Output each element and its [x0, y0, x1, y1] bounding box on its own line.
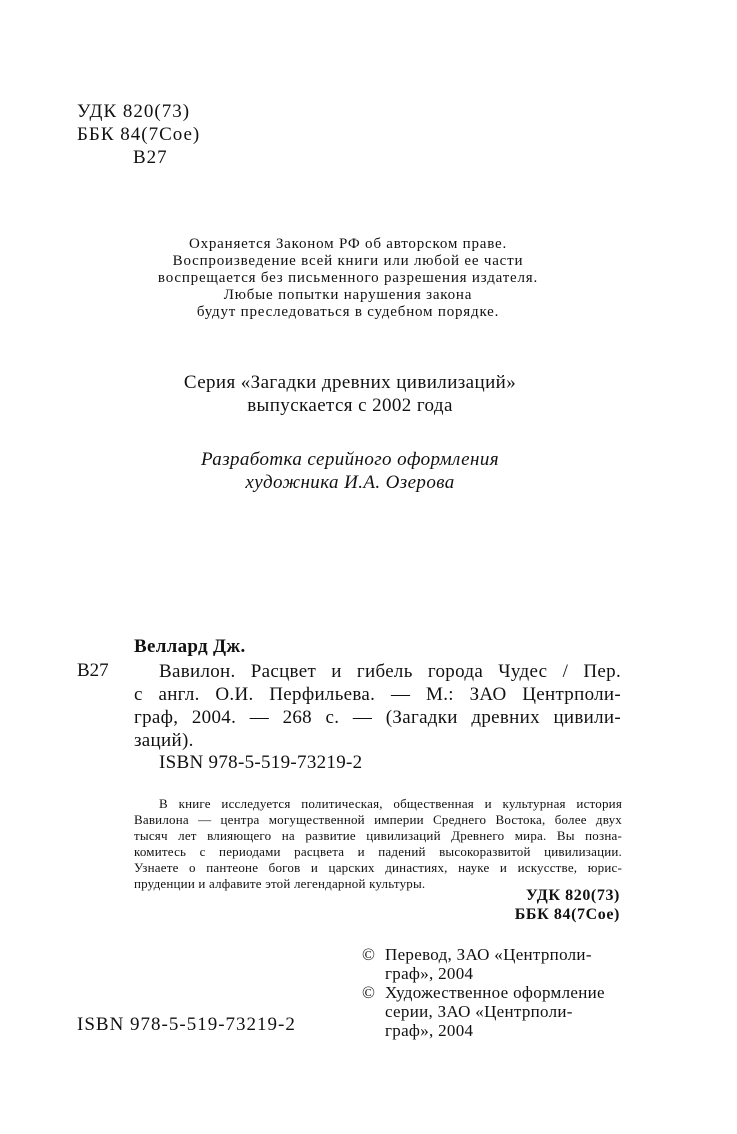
copyrights [362, 945, 632, 1040]
isbn-bottom: ISBN 978-5-519-73219-2 [77, 1014, 296, 1035]
copyright-line: граф», 2004 [385, 964, 474, 983]
copyright-line: Художественное оформление [385, 983, 605, 1002]
bib-line: граф, 2004. — 268 с. — (Загадки древних цивили- [134, 707, 621, 728]
top-classification [77, 100, 200, 169]
design-line: художника И.А. Озерова [245, 472, 455, 493]
copyright-icon: © [362, 983, 376, 1002]
notice-line: воспрещается без письменного разрешения издателя. [157, 270, 539, 286]
annotation-line: пруденции и алфавите этой легендарной культуры. [134, 876, 426, 891]
udk-code-bottom: УДК 820(73) [526, 887, 620, 904]
copyright-translation [362, 945, 632, 983]
notice-line: Охраняется Законом РФ об авторском праве. [188, 236, 508, 252]
copyright-icon: © [362, 945, 376, 964]
bbk-code-bottom: ББК 84(7Сое) [514, 906, 620, 923]
annotation [134, 796, 622, 892]
annotation-line: тысяч лет влияющего на развитие цивилизаций Древнего мира. Вы позна- [134, 828, 622, 843]
annotation-line: комитесь с периодами расцвета и падений высокоразвитой цивилизации. [134, 844, 622, 859]
copyright-design [362, 983, 632, 1040]
author-name: Веллард Дж. [134, 636, 246, 657]
series-info [70, 371, 630, 417]
notice-line: Любые попытки нарушения закона [223, 287, 473, 303]
copyright-line: серии, ЗАО «Центрполи- [385, 1002, 573, 1021]
copyright-line: Перевод, ЗАО «Центрполи- [385, 945, 592, 964]
bibliographic-description [134, 660, 621, 752]
series-line: выпускается с 2002 года [247, 395, 453, 416]
annotation-line: Вавилона — центра могущественной империи Среднего Востока, более двух [134, 812, 622, 827]
udk-code: УДК 820(73) [77, 101, 191, 122]
copyright-line: граф», 2004 [385, 1021, 474, 1040]
design-line: Разработка серийного оформления [201, 449, 499, 470]
series-line: Серия «Загадки древних цивилизаций» [183, 372, 517, 393]
notice-line: будут преследоваться в судебном порядке. [196, 304, 500, 320]
notice-line: Воспроизведение всей книги или любой ее части [172, 253, 524, 269]
bib-author-mark: В27 [77, 660, 109, 681]
annotation-line: В книге исследуется политическая, общественная и культурная история [159, 796, 622, 811]
bib-isbn: ISBN 978-5-519-73219-2 [159, 752, 363, 773]
bottom-classification [450, 886, 620, 924]
bib-line: с англ. О.И. Перфильева. — М.: ЗАО Центрполи- [134, 684, 621, 705]
design-credit [70, 448, 630, 494]
bbk-code: ББК 84(7Сое) [77, 124, 201, 145]
bib-line: заций). [134, 730, 194, 751]
bib-line: Вавилон. Расцвет и гибель города Чудес / Пер. [159, 661, 621, 682]
copyright-notice [98, 236, 598, 321]
annotation-line: Узнаете о пантеоне богов и царских династиях, науке и искусстве, юрис- [134, 860, 622, 875]
author-mark: В27 [133, 147, 168, 168]
